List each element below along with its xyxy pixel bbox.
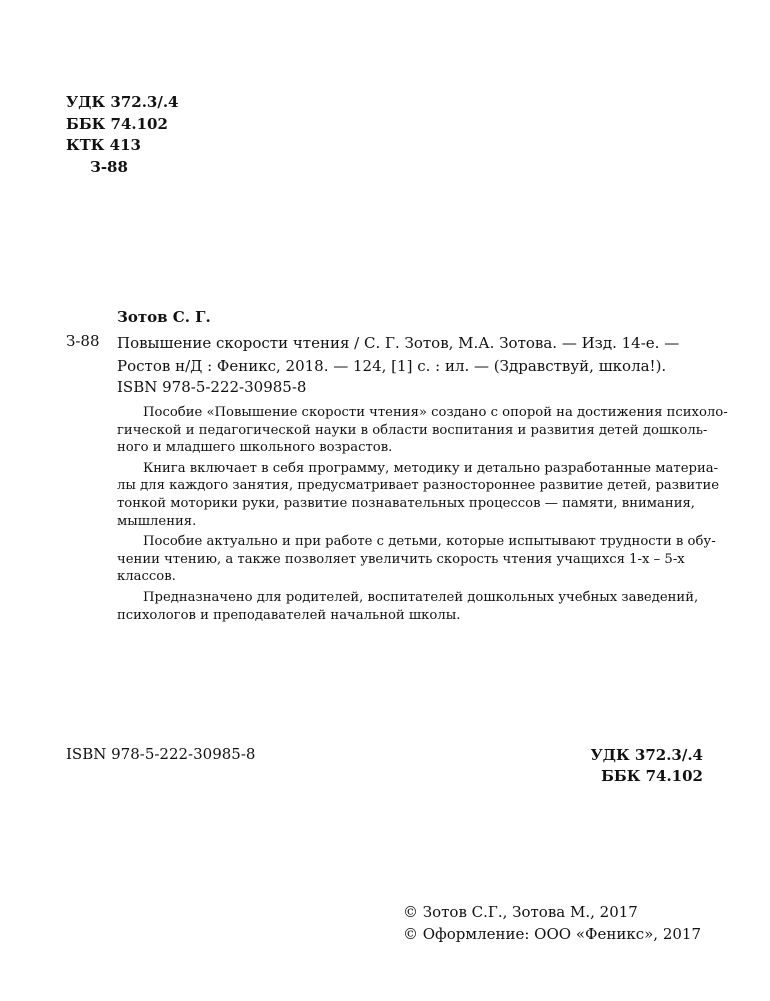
abstract-line: Пособие актуально и при работе с детьми, которые испытывают трудности в обу-	[143, 534, 716, 550]
abstract-paragraph-2	[117, 460, 720, 530]
footer-udk: УДК 372.3/.4	[590, 746, 703, 764]
author-heading: Зотов С. Г.	[117, 308, 211, 326]
cutter-code: З-88	[90, 157, 128, 176]
copyright-design: © Оформление: ООО «Феникс», 2017	[402, 924, 701, 943]
abstract-paragraph-1	[117, 404, 728, 457]
abstract-line: гической и педагогической науки в области воспитания и развития детей дошколь-	[117, 422, 708, 438]
footer-isbn: ISBN 978-5-222-30985-8	[66, 745, 256, 763]
udk-code: УДК 372.3/.4	[66, 93, 179, 111]
biblio-line-1: Повышение скорости чтения / С. Г. Зотов, М.А. Зотова. — Изд. 14-е. —	[117, 334, 680, 352]
abstract-line: психологов и преподавателей начальной школы.	[117, 607, 461, 623]
ktk-code: КТК 413	[66, 136, 141, 154]
footer-bbk: ББК 74.102	[601, 767, 703, 785]
abstract-paragraph-4	[117, 589, 703, 624]
abstract-line: чении чтению, а также позволяет увеличить скорость чтения учащихся 1-х – 5-х	[117, 551, 685, 567]
abstract-line: лы для каждого занятия, предусматривает разностороннее развитие детей, развитие	[117, 478, 720, 494]
entry-cutter: З-88	[66, 332, 100, 350]
copyright-authors: © Зотов С.Г., Зотова М., 2017	[402, 903, 638, 921]
bibliographic-description	[117, 332, 679, 378]
abstract-line: Предназначено для родителей, воспитателей дошкольных учебных заведений,	[143, 589, 699, 605]
isbn: ISBN 978-5-222-30985-8	[117, 378, 307, 396]
abstract-line: классов.	[117, 569, 176, 585]
abstract-line: мышления.	[117, 513, 197, 529]
footer-classification	[591, 745, 704, 787]
abstract-line: ного и младшего школьного возрастов.	[117, 440, 393, 456]
abstract-line: Книга включает в себя программу, методику и детально разработанные материа-	[143, 460, 719, 476]
classification-block	[66, 92, 179, 178]
copyright-block	[403, 902, 701, 945]
abstract-line: Пособие «Повышение скорости чтения» создано с опорой на достижения психоло-	[143, 405, 728, 420]
biblio-line-2: Ростов н/Д : Феникс, 2018. — 124, [1] с. : ил. — (Здравствуй, школа!).	[117, 357, 667, 375]
abstract-line: тонкой моторики руки, развитие познавательных процессов — памяти, внимания,	[117, 495, 695, 511]
bbk-code: ББК 74.102	[66, 114, 168, 133]
abstract-paragraph-3	[117, 533, 716, 586]
abstract	[117, 404, 728, 624]
